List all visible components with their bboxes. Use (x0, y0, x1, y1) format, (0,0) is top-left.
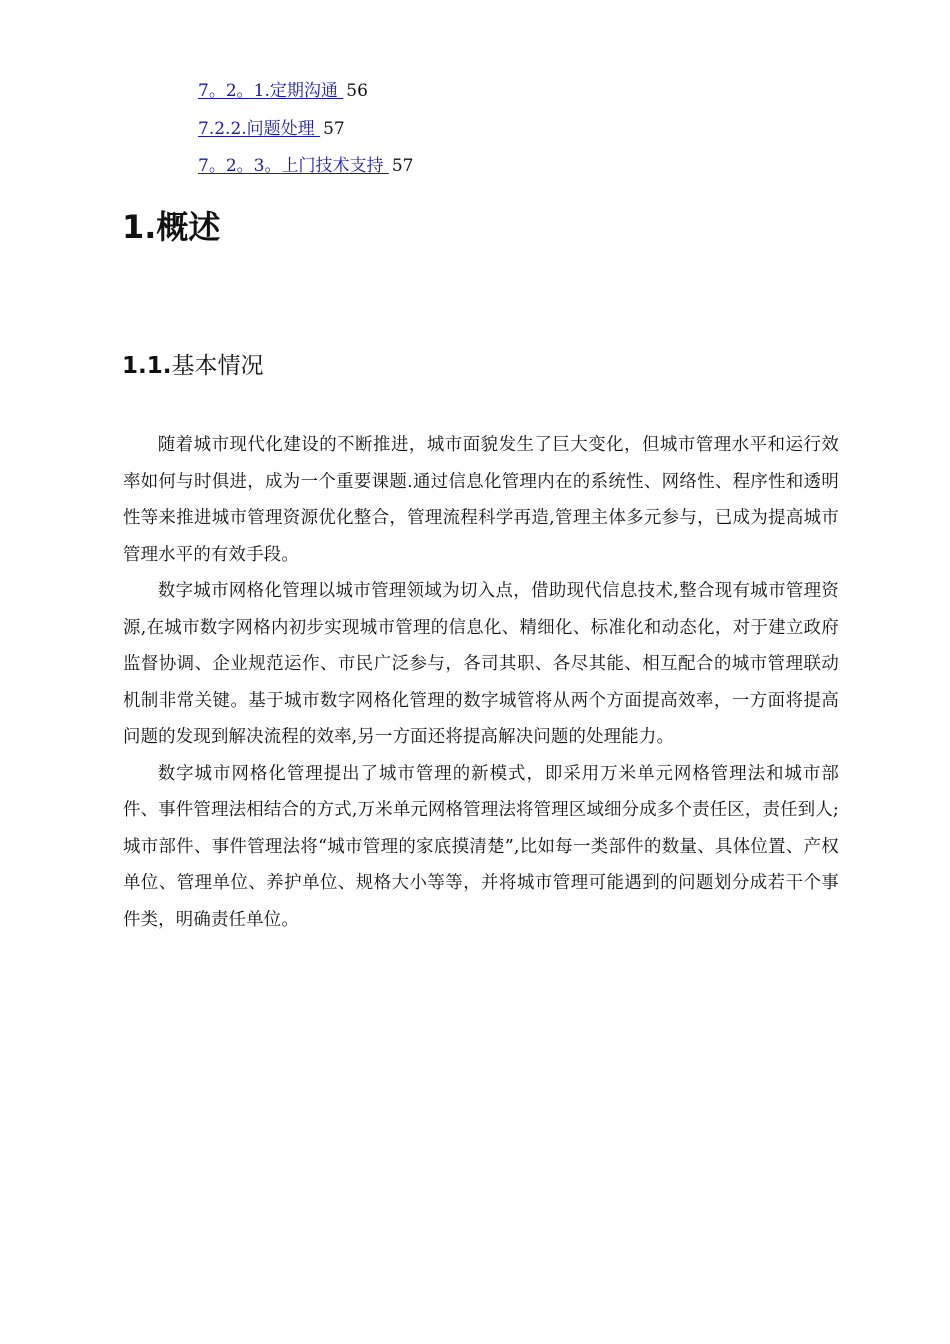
table-of-contents (198, 78, 838, 191)
paragraph: 数字城市网格化管理提出了城市管理的新模式，即采用万米单元网格管理法和城市部件、事件管理法相结合的方式,万米单元网格管理法将管理区域细分成多个责任区，责任到人;城市部件、事件管理法将“城市管理的家底摸清楚”,比如每一类部件的数量、具体位置、产权单位、管理单位、养护单位、规格大小等等，并将城市管理可能遇到的问题划分成若干个事件类，明确责任单位。 (123, 763, 839, 930)
toc-link[interactable]: 7。2。1.定期沟通 (198, 81, 344, 101)
heading-number: 1. (122, 208, 157, 246)
toc-link[interactable]: 7。2。3。上门技术支持 (198, 156, 389, 176)
section-heading-1-1 (122, 346, 263, 386)
toc-entry (198, 153, 838, 191)
toc-page-number: 57 (323, 118, 345, 139)
toc-link[interactable]: 7.2.2.问题处理 (198, 118, 321, 139)
toc-page-number: 57 (391, 156, 414, 176)
heading-title: 概述 (156, 208, 221, 246)
heading-number: 1.1. (122, 353, 172, 379)
paragraph: 随着城市现代化建设的不断推进，城市面貌发生了巨大变化，但城市管理水平和运行效率如何与时俱进，成为一个重要课题.通过信息化管理内在的系统性、网络性、程序性和透明性等来推进城市管理资源优化整合，管理流程科学再造,管理主体多元参与，已成为提高城市管理水平的有效手段。 (123, 435, 839, 565)
heading-title: 基本情况 (171, 353, 264, 379)
toc-entry (198, 78, 838, 116)
toc-page-number: 56 (346, 81, 368, 101)
section-heading-1 (122, 203, 220, 251)
paragraph: 数字城市网格化管理以城市管理领域为切入点，借助现代信息技术,整合现有城市管理资源,在城市数字网格内初步实现城市管理的信息化、精细化、标准化和动态化，对于建立政府监督协调、企业规范运作、市民广泛参与，各司其职、各尽其能、相互配合的城市管理联动机制非常关键。基于城市数字网格化管理的数字城管将从两个方面提高效率，一方面将提高问题的发现到解决流程的效率,另一方面还将提高解决问题的处理能力。 (123, 581, 839, 747)
body-text (123, 427, 839, 938)
toc-entry (198, 116, 838, 154)
